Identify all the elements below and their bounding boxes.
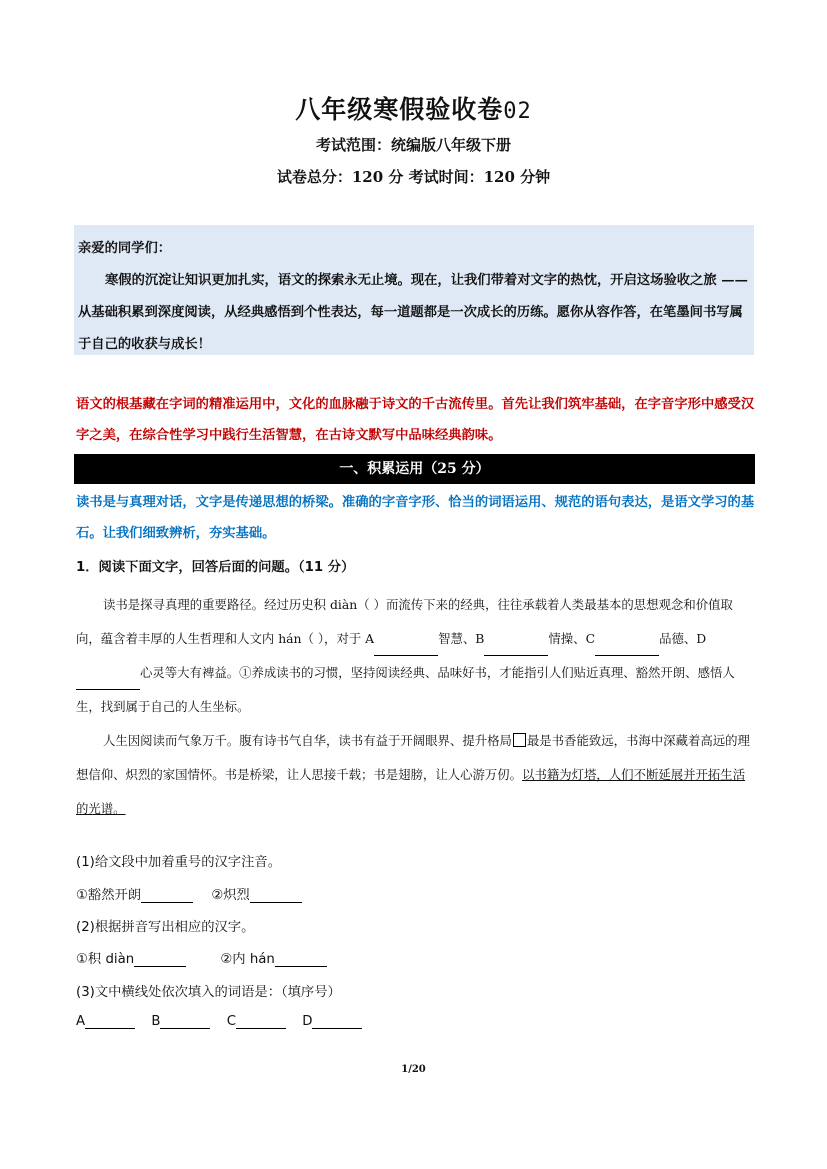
- answer-blank-c[interactable]: [236, 1014, 286, 1029]
- reading-passage: [76, 588, 756, 826]
- exam-info: 试卷总分：120 分 考试时间：120 分钟: [276, 168, 551, 186]
- intro-greeting: 亲爱的同学们：: [78, 241, 172, 256]
- blank-c[interactable]: [595, 641, 659, 656]
- answer-blank-huo[interactable]: [141, 888, 193, 903]
- passage-paragraph-2: 人生因阅读而气象万千。腹有诗书气自华，读书有益于开阔眼界、提升格局 最是书香能致远，书海中深藏着高远的理想信仰、炽烈的家国情怀。书是桥梁，让人思接千载；书是翅膀，让人心游万仞。以书籍为灯塔，人们不断延展并开拓生活的光谱。: [76, 733, 750, 816]
- blank-b[interactable]: [484, 641, 548, 656]
- blank-a[interactable]: [374, 641, 438, 656]
- subquestion-1-items: ①豁然开朗 ②炽烈: [76, 884, 302, 903]
- blank-d[interactable]: [76, 675, 140, 690]
- answer-blank-dian[interactable]: [134, 952, 186, 967]
- answer-blank-a[interactable]: [85, 1014, 135, 1029]
- exam-title: [0, 90, 827, 126]
- blue-instruction: 读书是与真理对话，文字是传递思想的桥梁。准确的字音字形、恰当的词语运用、规范的语句表达，是语文学习的基石。让我们细致辨析，夯实基础。: [76, 495, 755, 541]
- answer-blank-chi[interactable]: [250, 888, 302, 903]
- subquestion-2-items: ①积 diàn ②内 hán: [76, 948, 327, 967]
- subquestion-2-label: (2)根据拼音写出相应的汉字。: [76, 920, 255, 935]
- page-number: 1/20: [401, 1064, 426, 1075]
- section-heading: 一、积累运用（25 分）: [74, 454, 755, 484]
- passage-paragraph-1: 读书是探寻真理的重要路径。经过历史积 diàn（ ）而流传下来的经典，往往承载着人类最基本的思想观念和价值取向，蕴含着丰厚的人生哲理和人文内 hán（ ），对于 A 智慧、B 情操、C 品德、D心灵等大有裨益。①养成读书的习惯，坚持阅读经典、品味好书，才能指引人们贴近真理、豁然开朗、感悟人生，找到属于自己的人生坐标。: [76, 597, 735, 714]
- title-main: 八年级寒假验收卷: [295, 95, 504, 124]
- punctuation-box[interactable]: [513, 733, 526, 747]
- subquestion-1-label: (1)给文段中加着重号的汉字注音。: [76, 855, 281, 870]
- question-title: 1．阅读下面文字，回答后面的问题。（11 分）: [76, 560, 355, 575]
- answer-blank-d[interactable]: [312, 1014, 362, 1029]
- title-number: 02: [503, 99, 532, 124]
- answer-blank-b[interactable]: [160, 1014, 210, 1029]
- underlined-sentence: 以书籍为灯塔，人们不断延展并开拓生活的光谱。: [76, 767, 746, 816]
- intro-body: 寒假的沉淀让知识更加扎实，语文的探索永无止境。现在，让我们带着对文字的热忱，开启这场验收之旅 —— 从基础积累到深度阅读，从经典感悟到个性表达，每一道题都是一次成长的历练。愿你从容作答，在笔墨间书写属于自己的收获与成长！: [78, 273, 748, 352]
- subquestion-3-items: A B C D: [76, 1014, 362, 1029]
- red-instruction: 语文的根基藏在字词的精准运用中，文化的血脉融于诗文的千古流传里。首先让我们筑牢基础，在字音字形中感受汉字之美，在综合性学习中践行生活智慧，在古诗文默写中品味经典韵味。: [76, 397, 755, 443]
- intro-box: [74, 225, 754, 355]
- answer-blank-han[interactable]: [275, 952, 327, 967]
- exam-range: 考试范围：统编版八年级下册: [315, 136, 511, 154]
- subquestion-3-label: (3)文中横线处依次填入的词语是：（填序号）: [76, 985, 341, 1000]
